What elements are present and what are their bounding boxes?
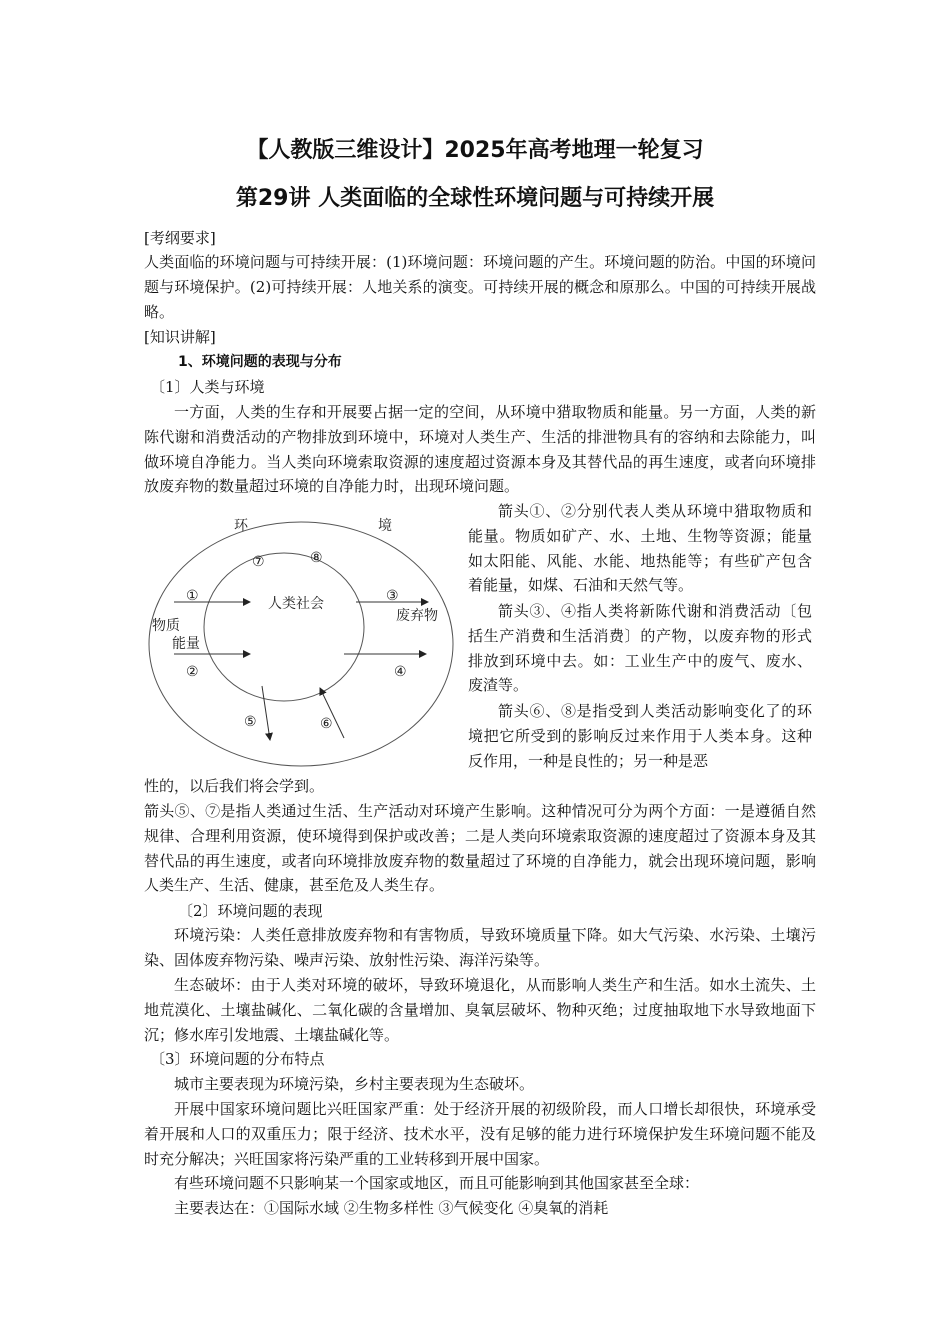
arrow-number-2: ②: [186, 664, 199, 680]
paragraph-main-areas: 主要表达在：①国际水域 ②生物多样性 ③气候变化 ④臭氧的消耗: [174, 1199, 609, 1217]
knowledge-header: [知识讲解]: [144, 328, 216, 346]
arrow-number-6: ⑥: [320, 716, 333, 732]
arrow-5: [262, 686, 270, 740]
env-label-right: 境: [378, 518, 392, 534]
paragraph-global-issues: 有些环境问题不只影响某一个国家或地区，而且可能影响到其他国家甚至全球：: [174, 1174, 700, 1192]
paragraph-arrows-5-7: 箭头⑤、⑦是指人类通过生活、生产活动对环境产生影响。这种情况可分为两个方面：一是遵循自然规律、合理利用资源，使环境得到保护或改善；二是人类向环境索取资源的速度超过了资源本身及其替代品的再生速度，或者向环境排放废弃物的数量超过了环境的自净能力，就会出现环境问题，影响人类生产、生活、健康，甚至危及人类生存。: [144, 802, 816, 895]
arrow-number-4: ④: [394, 664, 407, 680]
matter-label: 物质: [152, 618, 180, 634]
document-title: 【人教版三维设计】2025年高考地理一轮复习: [246, 138, 704, 163]
arrow-number-8: ⑧: [310, 550, 323, 566]
human-society-label: 人类社会: [268, 596, 324, 612]
syllabus-header: [考纲要求]: [144, 229, 216, 247]
subheading-human-env: 〔1〕人类与环境: [150, 378, 265, 396]
paragraph-human-env: 一方面，人类的生存和开展要占据一定的空间，从环境中猎取物质和能量。另一方面，人类的新陈代谢和消费活动的产物排放到环境中，环境对人类生产、生活的排泄物具有的容纳和去除能力，叫做环境自净能力。当人类向环境索取资源的速度超过资源本身及其替代品的再生速度，或者向环境排放废弃物的数量超过环境的自净能力时，出现环境问题。: [144, 403, 816, 496]
env-label-left: 环: [234, 518, 248, 534]
paragraph-ecological-damage: 生态破坏：由于人类对环境的破坏，导致环境退化，从而影响人类生产和生活。如水土流失、土地荒漠化、土壤盐碱化、二氧化碳的含量增加、臭氧层破坏、物种灭绝；过度抽取地下水导致地面下沉；修水库引发地震、土壤盐碱化等。: [144, 976, 816, 1044]
paragraph-city-rural: 城市主要表现为环境污染，乡村主要表现为生态破坏。: [174, 1075, 535, 1093]
waste-label: 废弃物: [396, 608, 438, 624]
human-environment-diagram: [144, 504, 460, 774]
paragraph-pollution: 环境污染：人类任意排放废弃物和有害物质，导致环境质量下降。如大气污染、水污染、土壤污染、固体废弃物污染、噪声污染、放射性污染、海洋污染等。: [144, 926, 816, 969]
lesson-title: 第29讲 人类面临的全球性环境问题与可持续开展: [235, 186, 715, 211]
syllabus-text: 人类面临的环境问题与可持续开展：(1)环境问题：环境问题的产生。环境问题的防治。中国的环境问题与环境保护。(2)可持续开展：人地关系的演变。可持续开展的概念和原那么。中国的可持续开展战略。: [144, 253, 816, 321]
paragraph-developing-countries: 开展中国家环境问题比兴旺国家严重：处于经济开展的初级阶段，而人口增长却很快，环境承受着开展和人口的双重压力；限于经济、技术水平，没有足够的能力进行环境保护发生环境问题不能及时充分解决；兴旺国家将污染严重的工业转移到开展中国家。: [144, 1100, 816, 1168]
arrow-number-7: ⑦: [252, 554, 265, 570]
heading-env-problems: 1、环境问题的表现与分布: [178, 354, 342, 370]
arrow-number-5: ⑤: [244, 714, 257, 730]
arrow-number-3: ③: [386, 588, 399, 604]
subheading-manifestation: 〔2〕环境问题的表现: [178, 902, 323, 920]
side-paragraph-arrows-3-4: 箭头③、④指人类将新陈代谢和消费活动〔包括生产消费和生活消费〕的产物，以废弃物的形式排放到环境中去。如：工业生产中的废气、废水、废渣等。: [468, 602, 812, 695]
side-paragraph-continuation: 性的，以后我们将会学到。: [144, 777, 325, 795]
side-paragraph-arrows-6-8: 箭头⑥、⑧是指受到人类活动影响变化了的环境把它所受到的影响反过来作用于人类本身。这种反作用，一种是良性的；另一种是恶: [468, 702, 812, 770]
arrow-number-1: ①: [186, 588, 199, 604]
human-society-inner-ellipse: [204, 553, 364, 701]
side-paragraph-arrows-1-2: 箭头①、②分别代表人类从环境中猎取物质和能量。物质如矿产、水、土地、生物等资源；能量如太阳能、风能、水能、地热能等；有些矿产包含着能量，如煤、石油和天然气等。: [468, 502, 812, 595]
energy-label: 能量: [172, 636, 200, 652]
subheading-distribution: 〔3〕环境问题的分布特点: [150, 1050, 325, 1068]
